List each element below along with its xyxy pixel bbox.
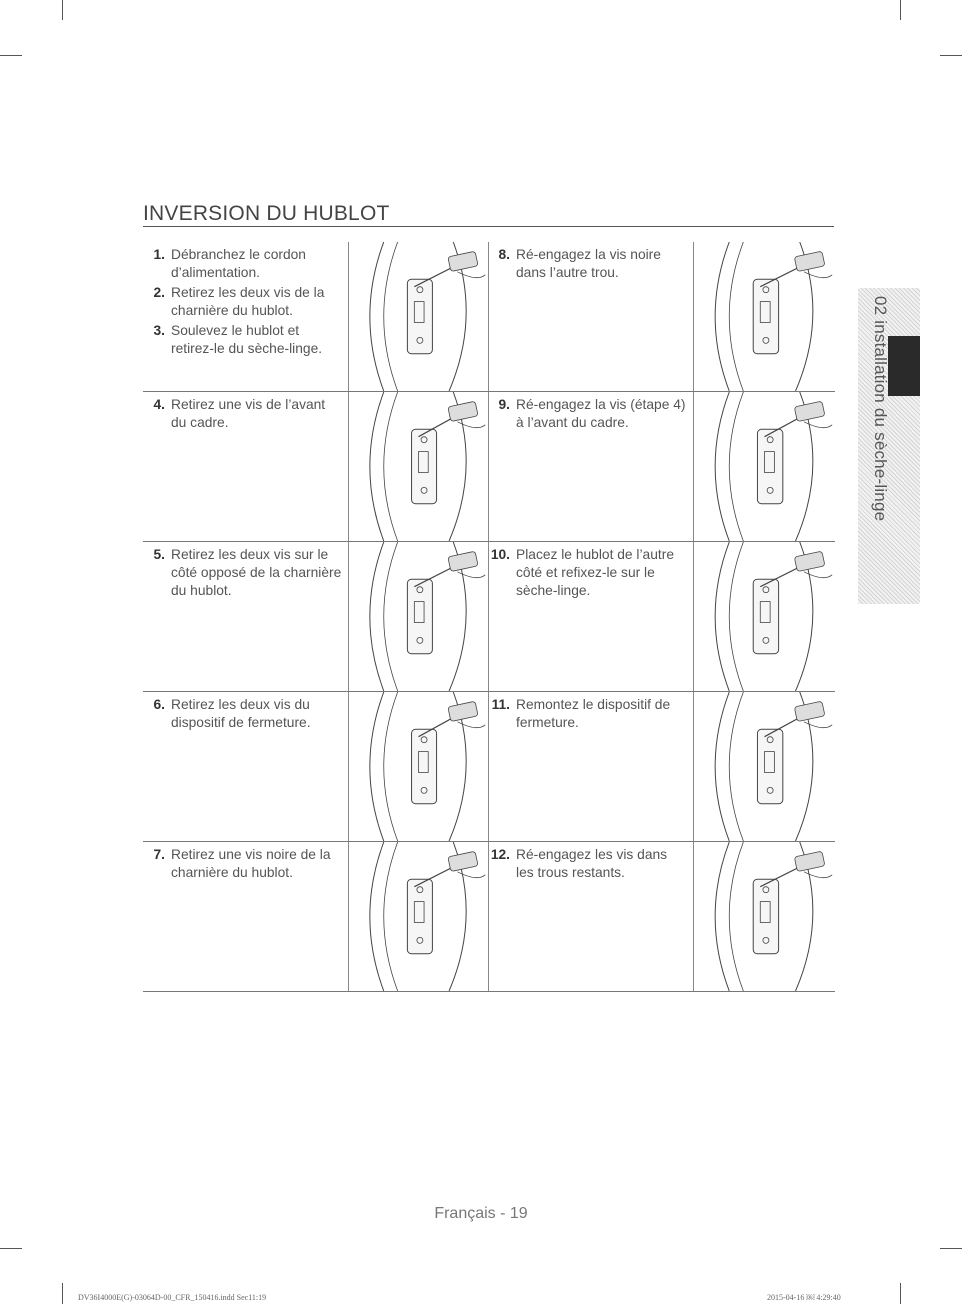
step-number: 6. [153,697,165,712]
step-number: 12. [490,847,510,862]
door-hinge-illustration [349,542,488,691]
step-item [143,246,343,282]
crop-mark [62,1283,63,1304]
divider [488,692,489,841]
door-hinge-illustration [694,542,835,691]
step-text: Ré-engagez les vis dans les trous restants. [516,847,668,880]
step-number: 2. [153,285,165,300]
step-list [488,846,688,884]
step-item [488,246,688,282]
step-item [143,846,343,882]
step-list [488,396,688,434]
divider [488,392,489,541]
illustration [694,692,835,841]
page-title: INVERSION DU HUBLOT [143,202,390,225]
step-list [143,546,343,602]
step-item [143,396,343,432]
right-row [488,242,835,392]
step-list [143,246,343,360]
divider [488,542,489,691]
section-tab-marker [888,336,920,396]
step-number: 1. [153,247,165,262]
crop-mark [0,1248,22,1249]
instruction-grid [143,242,835,990]
step-list [488,546,688,602]
left-row [143,392,488,542]
crop-mark [940,55,962,56]
step-number: 7. [153,847,165,862]
print-slug: DV36I4000E(G)-03064D-00_CFR_150416.indd Sec11:19 [78,1293,267,1302]
left-row [143,692,488,842]
step-text: Retirez les deux vis de la charnière du hublot. [171,285,325,318]
illustration [349,542,488,691]
step-list [143,846,343,884]
step-item [143,322,343,358]
step-item [143,284,343,320]
left-row [143,242,488,392]
illustration [349,242,488,391]
step-text: Remontez le dispositif de fermeture. [516,697,671,730]
door-hinge-illustration [349,692,488,841]
illustration [694,392,835,541]
door-hinge-illustration [694,842,835,991]
step-item [488,846,688,882]
illustration [349,692,488,841]
step-text: Placez le hublot de l’autre côté et refixez-le sur le sèche-linge. [516,547,674,598]
right-row [488,692,835,842]
illustration [694,242,835,391]
step-number: 4. [153,397,165,412]
step-list [488,246,688,284]
crop-mark [0,55,22,56]
step-item [488,696,688,732]
right-row [488,842,835,992]
left-row [143,542,488,692]
step-text: Débranchez le cordon d’alimentation. [171,247,306,280]
illustration [694,842,835,991]
step-number: 5. [153,547,165,562]
illustration [349,392,488,541]
step-number: 10. [490,547,510,562]
step-list [143,396,343,434]
door-hinge-illustration [694,692,835,841]
left-row [143,842,488,992]
divider [488,842,489,991]
right-row [488,392,835,542]
step-text: Retirez les deux vis sur le côté opposé de la charnière du hublot. [171,547,342,598]
crop-mark [900,0,901,20]
door-hinge-illustration [349,842,488,991]
step-item [143,546,343,600]
door-hinge-illustration [694,392,835,541]
step-item [488,546,688,600]
step-text: Retirez les deux vis du dispositif de fermeture. [171,697,311,730]
step-text: Ré-engagez la vis noire dans l’autre trou. [516,247,661,280]
section-tab [858,288,920,604]
page-number: Français - 19 [434,1205,528,1222]
right-row [488,542,835,692]
illustration [349,842,488,991]
step-number: 9. [498,397,510,412]
step-list [488,696,688,734]
step-list [143,696,343,734]
step-item [488,396,688,432]
step-item [143,696,343,732]
door-hinge-illustration [694,242,835,391]
door-hinge-illustration [349,392,488,541]
step-text: Retirez une vis noire de la charnière du hublot. [171,847,331,880]
crop-mark [900,1283,901,1304]
step-number: 8. [498,247,510,262]
divider [488,242,489,391]
door-hinge-illustration [349,242,488,391]
illustration [694,542,835,691]
title-rule [143,226,834,227]
crop-mark [940,1248,962,1249]
step-text: Retirez une vis de l’avant du cadre. [171,397,326,430]
crop-mark [62,0,63,20]
step-number: 3. [153,323,165,338]
step-text: Soulevez le hublot et retirez-le du sèche-linge. [171,323,323,356]
print-date: 2015-04-16 ￼ 4:29:40 [767,1293,841,1302]
step-number: 11. [491,697,510,712]
step-text: Ré-engagez la vis (étape 4) à l’avant du cadre. [516,397,686,430]
section-tab-label: 02 installation du sèche-linge [871,296,890,522]
